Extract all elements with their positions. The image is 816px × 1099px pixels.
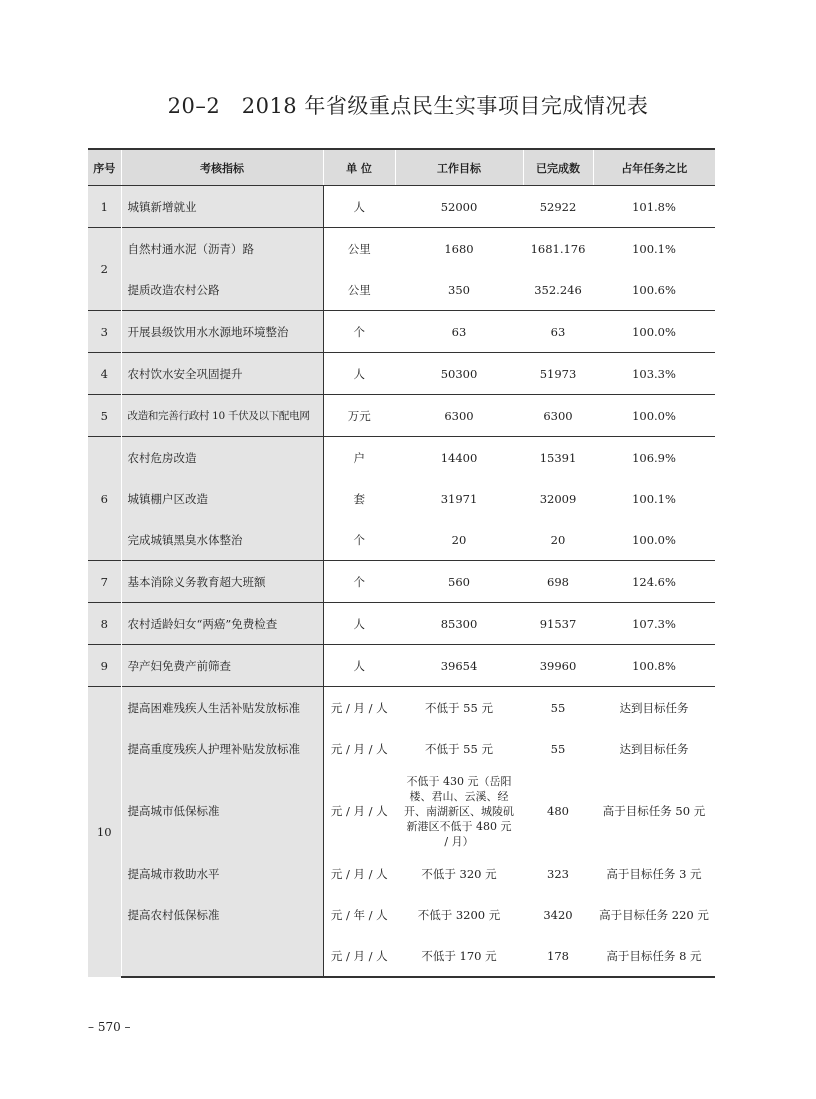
table-row bbox=[88, 395, 715, 437]
ratio-cell: 达到目标任务 bbox=[619, 741, 689, 756]
seq-cell: 7 bbox=[88, 561, 121, 603]
unit-cell: 个 bbox=[323, 311, 395, 353]
table-row bbox=[88, 603, 715, 645]
seq-cell: 10 bbox=[88, 687, 121, 978]
done-cell: 6300 bbox=[523, 395, 593, 437]
table-row bbox=[88, 561, 715, 603]
target-cell: 39654 bbox=[395, 645, 523, 687]
unit-cell: 元 / 月 / 人 bbox=[330, 866, 388, 881]
done-cell: 55 bbox=[550, 741, 566, 756]
ratio-cell: 100.0% bbox=[593, 311, 715, 353]
indicator-cell: 农村饮水安全巩固提升 bbox=[121, 353, 323, 395]
ratio-cell: 100.8% bbox=[593, 645, 715, 687]
indicator-cell: 提质改造农村公路 bbox=[121, 269, 323, 311]
done-cell: 32009 bbox=[539, 491, 577, 506]
indicator-cell: 提高重度残疾人护理补贴发放标准 bbox=[121, 728, 323, 769]
ratio-cell: 高于目标任务 8 元 bbox=[593, 935, 715, 977]
done-cell: 323 bbox=[547, 866, 569, 881]
page-number: – 570 – bbox=[88, 1020, 131, 1034]
ratio-cell: 101.8% bbox=[593, 186, 715, 228]
seq-cell: 9 bbox=[88, 645, 121, 687]
done-cell: 20 bbox=[550, 532, 566, 547]
ratio-cell: 106.9% bbox=[593, 437, 715, 479]
target-cell: 1680 bbox=[395, 228, 523, 270]
indicator-cell: 农村危房改造 bbox=[121, 437, 323, 479]
table-row bbox=[88, 769, 715, 853]
target-cell: 不低于 170 元 bbox=[395, 935, 523, 977]
ratio-cell: 高于目标任务 50 元 bbox=[602, 804, 706, 818]
done-cell: 698 bbox=[523, 561, 593, 603]
seq-cell: 4 bbox=[88, 353, 121, 395]
target-cell: 6300 bbox=[395, 395, 523, 437]
seq-cell: 6 bbox=[88, 437, 121, 561]
target-cell: 31971 bbox=[440, 491, 478, 506]
done-cell: 39960 bbox=[523, 645, 593, 687]
table-row bbox=[88, 228, 715, 270]
ratio-cell: 100.1% bbox=[593, 228, 715, 270]
done-cell: 52922 bbox=[523, 186, 593, 228]
ratio-cell: 100.0% bbox=[593, 395, 715, 437]
target-cell: 不低于 430 元（岳阳楼、君山、云溪、经开、南湖新区、城陵矶新港区不低于 480 元 / 月） bbox=[404, 774, 514, 848]
indicator-cell: 自然村通水泥（沥青）路 bbox=[121, 228, 323, 270]
table-row bbox=[88, 853, 715, 894]
seq-cell: 2 bbox=[88, 228, 121, 311]
target-cell: 52000 bbox=[395, 186, 523, 228]
header-done: 已完成数 bbox=[523, 149, 593, 186]
target-cell: 14400 bbox=[395, 437, 523, 479]
done-cell: 480 bbox=[547, 804, 569, 818]
target-cell: 85300 bbox=[395, 603, 523, 645]
target-cell: 不低于 320 元 bbox=[421, 866, 497, 881]
table-row bbox=[88, 269, 715, 311]
unit-cell: 个 bbox=[353, 532, 365, 547]
seq-cell: 8 bbox=[88, 603, 121, 645]
header-row bbox=[88, 149, 715, 186]
unit-cell: 公里 bbox=[347, 282, 371, 297]
unit-cell: 人 bbox=[323, 186, 395, 228]
done-cell: 63 bbox=[523, 311, 593, 353]
table-row bbox=[88, 186, 715, 228]
indicator-cell: 城镇棚户区改造 bbox=[121, 478, 323, 519]
ratio-cell: 107.3% bbox=[593, 603, 715, 645]
indicator-cell: 提高农村低保标准 bbox=[121, 894, 323, 935]
indicator-cell: 提高困难残疾人生活补贴发放标准 bbox=[121, 687, 323, 729]
table-row bbox=[88, 687, 715, 729]
table-row bbox=[88, 519, 715, 561]
table-row bbox=[88, 311, 715, 353]
table-row bbox=[88, 353, 715, 395]
ratio-cell: 100.6% bbox=[632, 282, 676, 297]
target-cell: 350 bbox=[448, 282, 470, 297]
unit-cell: 元 / 月 / 人 bbox=[323, 935, 395, 977]
ratio-cell: 高于目标任务 220 元 bbox=[599, 907, 709, 922]
target-cell: 560 bbox=[395, 561, 523, 603]
unit-cell: 人 bbox=[323, 353, 395, 395]
seq-cell: 1 bbox=[88, 186, 121, 228]
indicator-cell: 完成城镇黑臭水体整治 bbox=[121, 519, 323, 561]
done-cell: 91537 bbox=[523, 603, 593, 645]
done-cell: 3420 bbox=[543, 907, 573, 922]
target-cell: 不低于 55 元 bbox=[425, 741, 493, 756]
indicator-cell bbox=[121, 935, 323, 977]
indicator-cell: 农村适龄妇女“两癌”免费检查 bbox=[121, 603, 323, 645]
unit-cell: 元 / 月 / 人 bbox=[323, 687, 395, 729]
table-row bbox=[88, 728, 715, 769]
ratio-cell: 100.0% bbox=[632, 532, 676, 547]
done-cell: 178 bbox=[523, 935, 593, 977]
indicator-cell: 提高城市救助水平 bbox=[121, 853, 323, 894]
indicator-cell: 孕产妇免费产前筛查 bbox=[121, 645, 323, 687]
unit-cell: 户 bbox=[323, 437, 395, 479]
table-row bbox=[88, 478, 715, 519]
target-cell: 20 bbox=[451, 532, 467, 547]
ratio-cell: 高于目标任务 3 元 bbox=[606, 866, 702, 881]
indicator-cell: 城镇新增就业 bbox=[121, 186, 323, 228]
unit-cell: 个 bbox=[323, 561, 395, 603]
done-cell: 1681.176 bbox=[523, 228, 593, 270]
ratio-cell: 达到目标任务 bbox=[593, 687, 715, 729]
done-cell: 55 bbox=[523, 687, 593, 729]
seq-cell: 5 bbox=[88, 395, 121, 437]
header-unit: 单 位 bbox=[323, 149, 395, 186]
livelihood-projects-table bbox=[88, 148, 715, 978]
indicator-cell: 基本消除义务教育超大班额 bbox=[121, 561, 323, 603]
target-cell: 不低于 55 元 bbox=[395, 687, 523, 729]
header-target: 工作目标 bbox=[395, 149, 523, 186]
unit-cell: 万元 bbox=[323, 395, 395, 437]
header-ratio: 占年任务之比 bbox=[593, 149, 715, 186]
seq-cell: 3 bbox=[88, 311, 121, 353]
ratio-cell: 124.6% bbox=[593, 561, 715, 603]
target-cell: 不低于 3200 元 bbox=[417, 907, 501, 922]
table-row bbox=[88, 935, 715, 977]
table-title: 20–2 2018 年省级重点民生实事项目完成情况表 bbox=[167, 94, 649, 118]
target-cell: 50300 bbox=[395, 353, 523, 395]
indicator-cell: 改造和完善行政村 10 千伏及以下配电网 bbox=[121, 395, 323, 437]
table-row bbox=[88, 437, 715, 479]
done-cell: 352.246 bbox=[534, 282, 582, 297]
header-seq: 序号 bbox=[88, 149, 121, 186]
unit-cell: 元 / 月 / 人 bbox=[330, 804, 388, 818]
unit-cell: 元 / 年 / 人 bbox=[330, 907, 388, 922]
table-row bbox=[88, 894, 715, 935]
unit-cell: 元 / 月 / 人 bbox=[330, 741, 388, 756]
unit-cell: 人 bbox=[323, 645, 395, 687]
unit-cell: 人 bbox=[323, 603, 395, 645]
indicator-cell: 提高城市低保标准 bbox=[121, 769, 323, 853]
unit-cell: 套 bbox=[353, 491, 365, 506]
ratio-cell: 100.1% bbox=[632, 491, 676, 506]
unit-cell: 公里 bbox=[323, 228, 395, 270]
done-cell: 15391 bbox=[523, 437, 593, 479]
done-cell: 51973 bbox=[523, 353, 593, 395]
ratio-cell: 103.3% bbox=[593, 353, 715, 395]
header-indicator: 考核指标 bbox=[121, 149, 323, 186]
table-row bbox=[88, 645, 715, 687]
target-cell: 63 bbox=[395, 311, 523, 353]
indicator-cell: 开展县级饮用水水源地环境整治 bbox=[121, 311, 323, 353]
